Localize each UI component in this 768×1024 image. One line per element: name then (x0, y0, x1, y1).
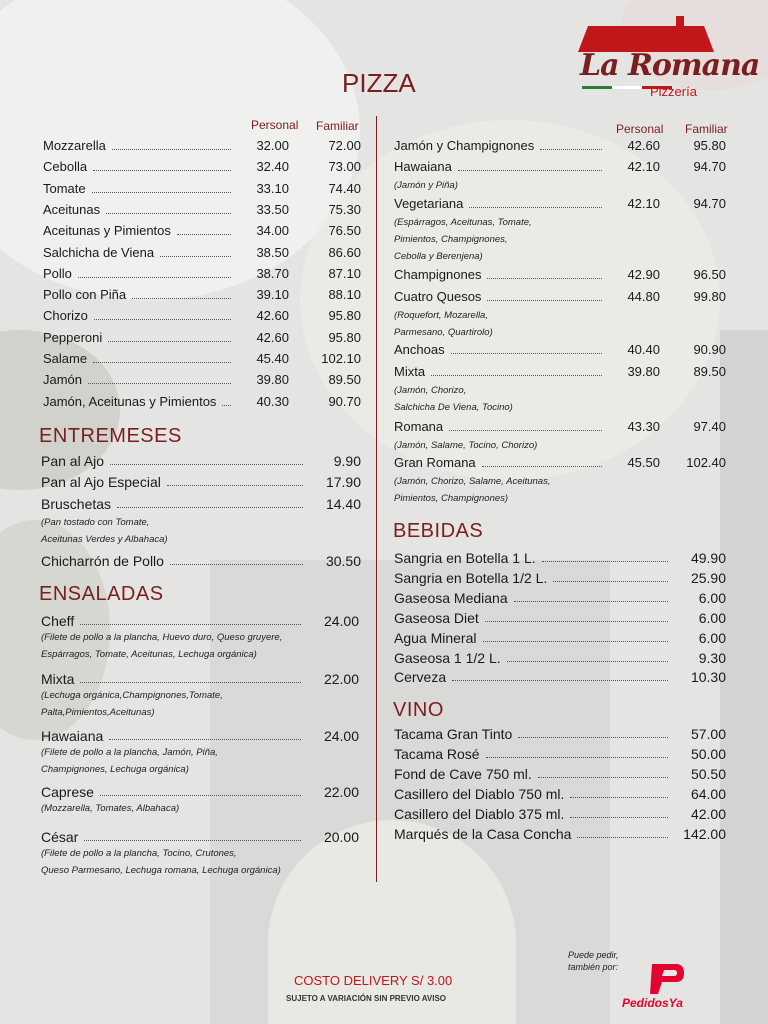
dot-leader (540, 149, 602, 150)
pedidosya-label: PedidosYa (622, 996, 683, 1010)
dot-leader (93, 362, 231, 363)
dot-leader (538, 777, 668, 778)
menu-item (394, 804, 726, 824)
item-price-familiar: 102.10 (321, 351, 361, 366)
item-name: Caprese (41, 784, 94, 800)
item-price-personal: 42.90 (627, 267, 660, 282)
item-price-personal: 42.10 (627, 196, 660, 211)
dot-leader (88, 383, 231, 384)
item-price: 64.00 (690, 785, 726, 802)
item-description: (Filete de pollo a la plancha, Tocino, Crutones, (41, 848, 237, 859)
menu-item (394, 568, 726, 588)
item-name: Tacama Rosé (394, 745, 480, 762)
item-price: 6.00 (698, 609, 726, 626)
vino-title: VINO (393, 699, 444, 721)
delivery-cost: COSTO DELIVERY S/ 3.00 (294, 973, 453, 988)
dot-leader (486, 757, 668, 758)
dot-leader (177, 234, 231, 235)
dot-leader (431, 375, 602, 376)
item-name: Casillero del Diablo 750 ml. (394, 785, 565, 802)
item-price-familiar: 74.40 (328, 180, 361, 196)
item-name: Cerveza (394, 669, 447, 686)
dot-leader (92, 192, 231, 193)
item-description: (Jamón, Chorizo, (394, 385, 467, 396)
price-note: SUJETO A VARIACIÓN SIN PREVIO AVISO (286, 994, 447, 1003)
menu-item (43, 179, 363, 199)
item-price-personal: 32.00 (256, 138, 289, 153)
pedidosya-logo[interactable] (620, 960, 690, 1012)
item-name: Sangria en Botella 1 L. (394, 550, 536, 566)
menu-item (41, 669, 361, 689)
item-price: 24.00 (323, 613, 359, 629)
menu-item (43, 285, 363, 305)
item-price-personal: 44.80 (627, 289, 660, 304)
dot-leader (570, 797, 668, 798)
item-name: Pepperoni (43, 329, 103, 345)
item-name: Pollo con Piña (43, 287, 127, 303)
dot-leader (542, 561, 668, 562)
item-price-familiar: 90.70 (328, 393, 361, 409)
dot-leader (487, 278, 602, 279)
menu-item (43, 157, 363, 177)
item-name: Jamón, Aceitunas y Pimientos (43, 393, 217, 409)
menu-item (41, 551, 361, 571)
menu-item (394, 340, 734, 360)
item-description: (Pan tostado con Tomate, (41, 517, 150, 528)
menu-item (41, 472, 361, 492)
pizza-col-familiar-left: Familiar (316, 119, 359, 133)
dot-leader (487, 300, 602, 301)
item-price-personal: 42.60 (256, 329, 289, 345)
item-price-personal: 42.60 (256, 308, 289, 324)
dot-leader (160, 256, 231, 257)
item-description: (Jamón, Salame, Tocino, Chorizo) (394, 440, 538, 451)
item-price: 42.00 (690, 805, 726, 822)
item-name: Hawaiana (41, 728, 104, 744)
item-name: Gaseosa Diet (394, 609, 479, 626)
item-description: (Mozzarella, Tomates, Albahaca) (41, 803, 180, 814)
menu-item (394, 764, 726, 784)
menu-item (394, 157, 734, 177)
item-price: 25.90 (690, 569, 726, 586)
item-name: Gaseosa 1 1/2 L. (394, 649, 501, 666)
dot-leader (507, 661, 668, 662)
dot-leader (518, 737, 668, 738)
item-description: Palta,Pimientos,Aceitunas) (41, 707, 155, 718)
item-description: (Filete de pollo a la plancha, Huevo duro, Queso gruyere, (41, 632, 283, 643)
dot-leader (483, 641, 669, 642)
item-price-personal: 40.30 (256, 393, 289, 409)
item-price: 24.00 (323, 728, 359, 744)
item-description: Cebolla y Berenjena) (394, 251, 483, 262)
item-name: Jamón y Champignones (394, 138, 535, 153)
item-name: Sangria en Botella 1/2 L. (394, 569, 548, 586)
menu-item (41, 451, 361, 471)
item-name: Aceitunas y Pimientos (43, 223, 171, 239)
item-price: 17.90 (325, 474, 361, 490)
menu-item (394, 417, 734, 437)
item-price: 30.50 (325, 553, 361, 569)
menu-item (394, 608, 726, 628)
item-description: (Jamón, Chorizo, Salame, Aceitunas, (394, 476, 551, 487)
logo (576, 14, 760, 100)
item-price: 20.00 (323, 829, 359, 845)
item-price-familiar: 102.40 (686, 455, 726, 470)
dot-leader (109, 739, 301, 740)
menu-item (43, 136, 363, 156)
dot-leader (469, 207, 602, 208)
item-price-personal: 38.70 (256, 265, 289, 281)
item-name: Romana (394, 419, 444, 434)
menu-item (41, 494, 361, 514)
item-name: Cuatro Quesos (394, 289, 482, 304)
menu-item (41, 782, 361, 802)
item-description: Pimientos, Champignones, (394, 234, 508, 245)
item-name: Pollo (43, 265, 72, 281)
item-price-familiar: 96.50 (693, 267, 726, 282)
dot-leader (94, 319, 231, 320)
item-name: Tomate (43, 180, 86, 196)
logo-name: La Romana (580, 48, 760, 83)
menu-item (394, 724, 726, 744)
item-name: Anchoas (394, 342, 445, 357)
dot-leader (93, 170, 231, 171)
bebidas-title: BEBIDAS (393, 520, 484, 542)
menu-item (394, 136, 734, 156)
menu-item (43, 200, 363, 220)
item-description: (Espárragos, Aceitunas, Tomate, (394, 217, 532, 228)
item-description: Aceitunas Verdes y Albahaca) (41, 534, 168, 545)
item-price-personal: 45.50 (627, 455, 660, 470)
item-price: 10.30 (690, 669, 726, 686)
item-price-familiar: 89.50 (693, 364, 726, 379)
menu-item (394, 824, 726, 844)
item-description: (Lechuga orgánica,Champignones,Tomate, (41, 690, 223, 701)
menu-item (43, 349, 363, 369)
item-name: Fond de Cave 750 ml. (394, 765, 532, 782)
item-price: 57.00 (690, 726, 726, 742)
dot-leader (167, 485, 303, 486)
menu-item (394, 453, 734, 473)
dot-leader (132, 298, 231, 299)
menu-item (394, 287, 734, 307)
dot-leader (84, 840, 301, 841)
item-price-personal: 42.60 (627, 138, 660, 153)
item-price-familiar: 94.70 (693, 196, 726, 211)
ensaladas-title: ENSALADAS (39, 583, 164, 605)
menu-item (43, 264, 363, 284)
column-divider (376, 116, 377, 882)
item-price-familiar: 90.90 (693, 342, 726, 357)
item-name: Aceitunas (43, 201, 101, 217)
dot-leader (577, 837, 668, 838)
item-price-familiar: 87.10 (328, 265, 361, 281)
item-name: Chorizo (43, 308, 88, 324)
item-price-familiar: 99.80 (693, 289, 726, 304)
item-name: Bruschetas (41, 496, 112, 512)
item-price: 50.00 (690, 745, 726, 762)
item-description: Salchicha De Viena, Tocino) (394, 402, 513, 413)
item-name: César (41, 829, 79, 845)
item-name: Vegetariana (394, 196, 464, 211)
item-price: 9.30 (698, 649, 726, 666)
pedidosya-icon (646, 962, 686, 996)
menu-item (43, 221, 363, 241)
item-description: (Jamón y Piña) (394, 180, 458, 191)
item-price-familiar: 75.30 (328, 201, 361, 217)
item-name: Hawaiana (394, 159, 452, 174)
item-price-personal: 39.80 (627, 364, 660, 379)
dot-leader (117, 507, 303, 508)
dot-leader (222, 405, 231, 406)
item-price: 6.00 (698, 589, 726, 606)
item-name: Chicharrón de Pollo (41, 553, 164, 569)
entremeses-title: ENTREMESES (39, 425, 182, 447)
item-price-familiar: 88.10 (328, 287, 361, 303)
dot-leader (112, 149, 231, 150)
item-name: Tacama Gran Tinto (394, 726, 513, 742)
pizza-col-personal-left: Personal (251, 118, 299, 132)
menu-item (394, 194, 734, 214)
menu-item (41, 827, 361, 847)
tambien-por-text: también por: (568, 962, 619, 972)
item-price-personal: 33.10 (256, 180, 289, 196)
pizza-title: PIZZA (342, 68, 416, 98)
menu-item (43, 328, 363, 348)
dot-leader (80, 682, 301, 683)
item-price: 49.90 (690, 550, 726, 566)
menu-item (43, 370, 363, 390)
dot-leader (80, 624, 301, 625)
dot-leader (514, 601, 668, 602)
item-price-familiar: 72.00 (328, 138, 361, 153)
menu-item (394, 648, 726, 668)
item-price: 142.00 (683, 825, 726, 842)
dot-leader (482, 466, 602, 467)
item-description: Espárragos, Tomate, Aceitunas, Lechuga orgánica) (41, 649, 257, 660)
dot-leader (78, 277, 231, 278)
dot-leader (110, 464, 303, 465)
logo-sub: Pizzería (650, 84, 697, 99)
item-name: Mixta (41, 671, 75, 687)
pizza-col-personal-right: Personal (616, 122, 664, 136)
menu-item (394, 588, 726, 608)
item-name: Pan al Ajo (41, 453, 105, 469)
item-price-personal: 45.40 (256, 351, 289, 366)
dot-leader (449, 430, 602, 431)
item-price-personal: 43.30 (627, 419, 660, 434)
item-price-personal: 33.50 (256, 201, 289, 217)
item-price-familiar: 73.00 (328, 159, 361, 175)
item-name: Salame (43, 351, 88, 366)
dot-leader (485, 621, 668, 622)
item-price: 6.00 (698, 629, 726, 646)
item-name: Mixta (394, 364, 426, 379)
menu-item (394, 628, 726, 648)
dot-leader (108, 341, 231, 342)
dot-leader (100, 795, 301, 796)
menu-item (43, 392, 363, 412)
item-price: 14.40 (325, 496, 361, 512)
menu-item (394, 548, 726, 568)
dot-leader (553, 581, 668, 582)
item-name: Cheff (41, 613, 75, 629)
menu-item (394, 667, 726, 687)
item-description: Parmesano, Quartirolo) (394, 327, 493, 338)
item-price-familiar: 89.50 (328, 372, 361, 388)
item-description: (Roquefort, Mozarella, (394, 310, 488, 321)
item-name: Champignones (394, 267, 482, 282)
menu-item (41, 611, 361, 631)
menu-item (43, 243, 363, 263)
item-name: Cebolla (43, 159, 88, 175)
item-price-familiar: 97.40 (693, 419, 726, 434)
item-price: 22.00 (323, 784, 359, 800)
item-description: Queso Parmesano, Lechuga romana, Lechuga orgánica) (41, 865, 281, 876)
menu-item (394, 744, 726, 764)
menu-item (41, 726, 361, 746)
dot-leader (570, 817, 668, 818)
item-name: Agua Mineral (394, 629, 477, 646)
item-name: Casillero del Diablo 375 ml. (394, 805, 565, 822)
item-price-personal: 38.50 (256, 244, 289, 260)
dot-leader (451, 353, 602, 354)
item-price-personal: 39.10 (256, 287, 289, 303)
item-name: Pan al Ajo Especial (41, 474, 161, 490)
dot-leader (170, 564, 303, 565)
item-name: Gran Romana (394, 455, 476, 470)
item-price: 9.90 (333, 453, 361, 469)
menu-item (394, 784, 726, 804)
dot-leader (106, 213, 231, 214)
item-price-familiar: 94.70 (693, 159, 726, 174)
puede-pedir-text: Puede pedir, (568, 950, 619, 960)
item-description: Pimientos, Champignones) (394, 493, 509, 504)
item-name: Marqués de la Casa Concha (394, 825, 572, 842)
dot-leader (452, 680, 668, 681)
item-name: Mozzarella (43, 138, 106, 153)
item-description: (Filete de pollo a la plancha, Jamón, Piña, (41, 747, 218, 758)
item-name: Salchicha de Viena (43, 244, 155, 260)
item-price-familiar: 95.80 (693, 138, 726, 153)
item-price-familiar: 95.80 (328, 329, 361, 345)
menu-item (394, 362, 734, 382)
item-price: 22.00 (323, 671, 359, 687)
dot-leader (458, 170, 602, 171)
item-price-familiar: 76.50 (328, 223, 361, 239)
item-price-familiar: 95.80 (328, 308, 361, 324)
item-price: 50.50 (690, 765, 726, 782)
item-name: Gaseosa Mediana (394, 589, 508, 606)
item-price-personal: 42.10 (627, 159, 660, 174)
item-price-personal: 32.40 (256, 159, 289, 175)
item-price-personal: 39.80 (256, 372, 289, 388)
item-price-familiar: 86.60 (328, 244, 361, 260)
item-price-personal: 34.00 (256, 223, 289, 239)
item-price-personal: 40.40 (627, 342, 660, 357)
item-name: Jamón (43, 372, 83, 388)
pizza-col-familiar-right: Familiar (685, 122, 728, 136)
menu-item (394, 265, 734, 285)
item-description: Champignones, Lechuga orgánica) (41, 764, 189, 775)
menu-item (43, 306, 363, 326)
